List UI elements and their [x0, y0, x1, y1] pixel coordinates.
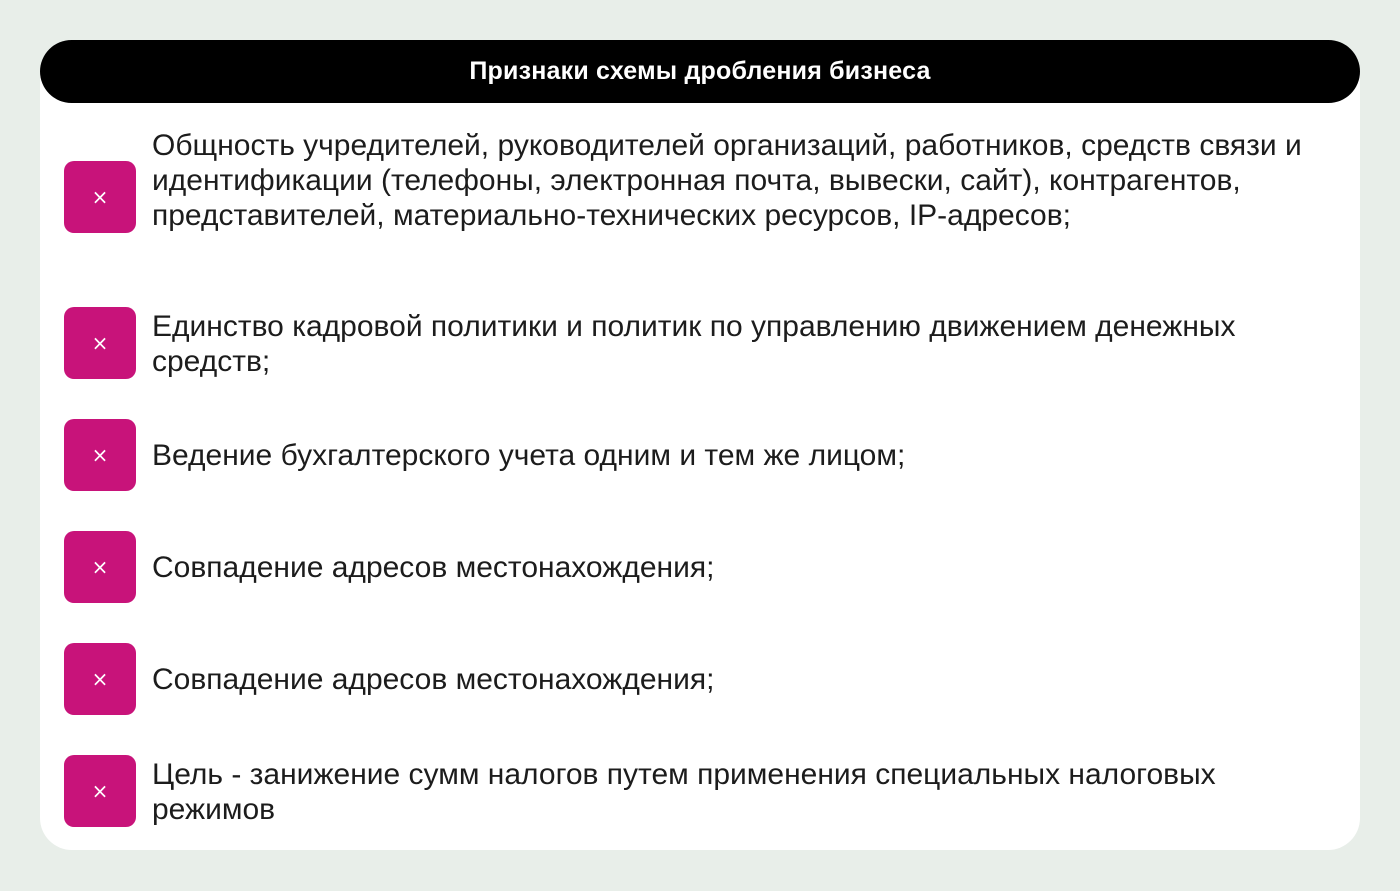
- item-text: Ведение бухгалтерского учета одним и тем же лицом;: [152, 439, 906, 472]
- item-badge: [64, 161, 136, 233]
- close-icon: ×: [91, 185, 109, 209]
- item-text: Единство кадровой политики и политик по управлению движением денежных средств;: [152, 310, 1236, 378]
- close-icon: ×: [91, 555, 109, 579]
- page-title: Признаки схемы дробления бизнеса: [469, 57, 931, 85]
- header-bar: [40, 40, 1360, 103]
- close-icon: ×: [91, 667, 109, 691]
- item-text: Цель - занижение сумм налогов путем применения специальных налоговых режимов: [152, 758, 1216, 826]
- item-badge: [64, 643, 136, 715]
- item-text: Совпадение адресов местонахождения;: [152, 663, 715, 696]
- close-icon: ×: [91, 443, 109, 467]
- item-badge: [64, 419, 136, 491]
- item-badge: [64, 531, 136, 603]
- close-icon: ×: [91, 779, 109, 803]
- close-icon: ×: [91, 331, 109, 355]
- item-badge: [64, 755, 136, 827]
- item-text: Общность учредителей, руководителей организаций, работников, средств связи и идентификации (телефоны, электронная почта, вывески, сайт), контрагентов, представителей, материально-технических ресурсов, IP-адресов;: [152, 129, 1302, 232]
- item-text: Совпадение адресов местонахождения;: [152, 551, 715, 584]
- item-badge: [64, 307, 136, 379]
